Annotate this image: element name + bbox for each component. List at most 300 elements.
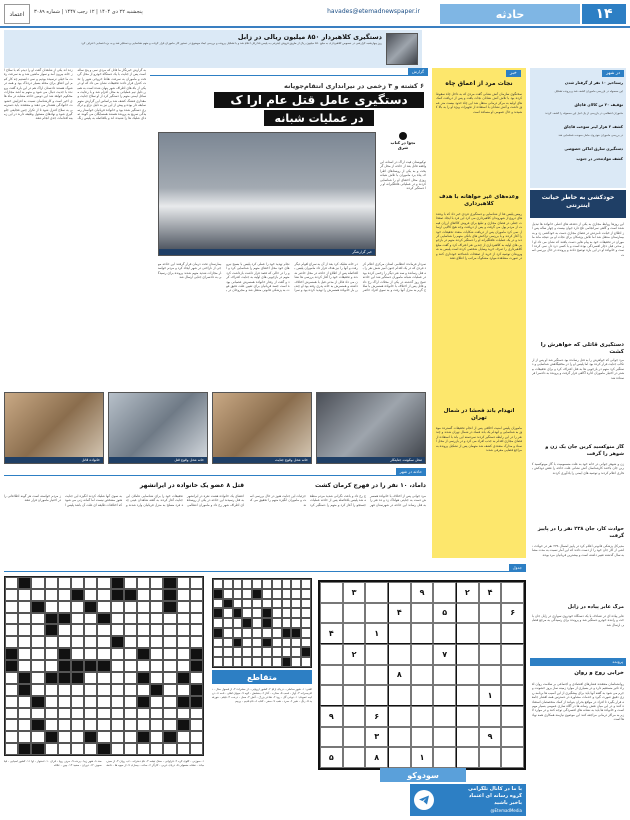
crossword-cell[interactable] (272, 657, 282, 667)
crossword-cell[interactable] (190, 624, 203, 636)
crossword-cell[interactable] (291, 628, 301, 638)
sudoku-cell[interactable] (388, 727, 411, 748)
crossword-cell[interactable] (223, 599, 233, 609)
crossword-cell[interactable] (45, 577, 58, 589)
crossword-cell[interactable] (5, 636, 18, 648)
crossword-cell[interactable] (58, 601, 71, 613)
crossword-cell[interactable] (111, 731, 124, 743)
sudoku-cell[interactable] (388, 685, 411, 706)
sudoku-cell[interactable] (388, 623, 411, 644)
crossword-cell[interactable] (242, 628, 252, 638)
crossword-cell[interactable] (97, 660, 110, 672)
crossword-cell[interactable] (190, 660, 203, 672)
crossword-cell[interactable] (31, 601, 44, 613)
sudoku-cell[interactable]: ۷ (433, 644, 456, 665)
crossword-cell[interactable] (177, 624, 190, 636)
crossword-cell[interactable] (84, 719, 97, 731)
crossword-cell[interactable] (97, 708, 110, 720)
crossword-cell[interactable] (5, 624, 18, 636)
crossword-cell[interactable] (5, 589, 18, 601)
crossword-cell[interactable] (58, 577, 71, 589)
crossword-cell[interactable] (291, 579, 301, 589)
crossword-cell[interactable] (58, 719, 71, 731)
crossword-cell[interactable] (190, 589, 203, 601)
crossword-cell[interactable] (282, 657, 292, 667)
crossword-cell[interactable] (71, 577, 84, 589)
crossword-cell[interactable] (97, 648, 110, 660)
crossword-cell[interactable] (163, 696, 176, 708)
crossword-cell[interactable] (18, 613, 31, 625)
crossword-cell[interactable] (97, 624, 110, 636)
crossword-cell[interactable] (163, 624, 176, 636)
sudoku-cell[interactable] (456, 727, 479, 748)
crossword-cell[interactable] (282, 589, 292, 599)
sudoku-cell[interactable] (411, 644, 434, 665)
sudoku-cell[interactable] (388, 747, 411, 768)
crossword-cell[interactable] (163, 601, 176, 613)
crossword-cell[interactable] (213, 608, 223, 618)
crossword-cell[interactable] (97, 731, 110, 743)
sudoku-cell[interactable]: ۹ (320, 706, 343, 727)
crossword-cell[interactable] (84, 660, 97, 672)
crossword-cell[interactable] (190, 743, 203, 755)
crossword-cell[interactable] (137, 660, 150, 672)
crossword-cell[interactable] (71, 589, 84, 601)
crossword-cell[interactable] (233, 589, 243, 599)
crossword-cell[interactable] (124, 648, 137, 660)
sudoku-cell[interactable] (501, 685, 524, 706)
crossword-cell[interactable] (233, 618, 243, 628)
crossword-cell[interactable] (242, 599, 252, 609)
sudoku-cell[interactable] (479, 706, 502, 727)
crossword-cell[interactable] (111, 719, 124, 731)
crossword-cell[interactable] (213, 657, 223, 667)
crossword-cell[interactable] (177, 731, 190, 743)
crossword-cell[interactable] (45, 613, 58, 625)
crossword-cell[interactable] (84, 672, 97, 684)
crossword-cell[interactable] (137, 613, 150, 625)
sudoku-cell[interactable] (411, 706, 434, 727)
crossword-cell[interactable] (223, 657, 233, 667)
crossword-cell[interactable] (282, 608, 292, 618)
crossword-cell[interactable] (124, 696, 137, 708)
crossword-cell[interactable] (5, 708, 18, 720)
crossword-cell[interactable] (124, 660, 137, 672)
crossword-cell[interactable] (5, 743, 18, 755)
crossword-cell[interactable] (177, 719, 190, 731)
crossword-cell[interactable] (71, 636, 84, 648)
crossword-cell[interactable] (84, 648, 97, 660)
crossword-cell[interactable] (150, 624, 163, 636)
sudoku-cell[interactable] (456, 603, 479, 624)
crossword-cell[interactable] (58, 589, 71, 601)
crossword-cell[interactable] (282, 638, 292, 648)
crossword-cell[interactable] (291, 599, 301, 609)
crossword-cell[interactable] (190, 719, 203, 731)
crossword-cell[interactable] (262, 608, 272, 618)
crossword-cell[interactable] (150, 731, 163, 743)
sudoku-grid[interactable] (318, 580, 526, 770)
sudoku-cell[interactable] (433, 706, 456, 727)
crossword-cell[interactable] (124, 672, 137, 684)
sudoku-cell[interactable]: ۲ (456, 582, 479, 603)
crossword-cell[interactable] (242, 608, 252, 618)
sudoku-cell[interactable]: ۸ (388, 665, 411, 686)
crossword-cell[interactable] (242, 647, 252, 657)
crossword-cell[interactable] (163, 577, 176, 589)
sudoku-cell[interactable]: ۶ (501, 603, 524, 624)
crossword-cell[interactable] (137, 672, 150, 684)
crossword-cell[interactable] (252, 599, 262, 609)
crossword-cell[interactable] (111, 636, 124, 648)
crossword-cell[interactable] (111, 589, 124, 601)
crossword-cell[interactable] (252, 638, 262, 648)
crossword-cell[interactable] (252, 579, 262, 589)
crossword-cell[interactable] (31, 613, 44, 625)
crossword-cell[interactable] (233, 579, 243, 589)
crossword-cell[interactable] (223, 608, 233, 618)
crossword-cell[interactable] (150, 577, 163, 589)
crossword-cell[interactable] (97, 672, 110, 684)
crossword-cell[interactable] (150, 708, 163, 720)
sudoku-cell[interactable] (365, 665, 388, 686)
crossword-cell[interactable] (262, 589, 272, 599)
crossword-cell[interactable] (5, 613, 18, 625)
crossword-cell[interactable] (97, 577, 110, 589)
crossword-cell[interactable] (31, 624, 44, 636)
sudoku-cell[interactable] (479, 644, 502, 665)
sudoku-cell[interactable] (411, 685, 434, 706)
crossword-cell[interactable] (233, 628, 243, 638)
crossword-cell[interactable] (31, 589, 44, 601)
crossword-cell[interactable] (223, 628, 233, 638)
crossword-cell[interactable] (190, 696, 203, 708)
crossword-cell[interactable] (163, 613, 176, 625)
crossword-cell[interactable] (301, 579, 311, 589)
crossword-cell[interactable] (31, 743, 44, 755)
sudoku-cell[interactable]: ۸ (365, 747, 388, 768)
sudoku-cell[interactable] (411, 727, 434, 748)
crossword-cell[interactable] (262, 579, 272, 589)
crossword-cell[interactable] (31, 684, 44, 696)
crossword-cell[interactable] (177, 660, 190, 672)
crossword-cell[interactable] (58, 684, 71, 696)
crossword-cell[interactable] (177, 672, 190, 684)
crossword-cell[interactable] (58, 731, 71, 743)
crossword-cell[interactable] (272, 608, 282, 618)
crossword-cell[interactable] (262, 657, 272, 667)
crossword-cell[interactable] (163, 636, 176, 648)
sudoku-cell[interactable] (433, 623, 456, 644)
sudoku-cell[interactable] (320, 644, 343, 665)
crossword-cell[interactable] (58, 743, 71, 755)
crossword-cell[interactable] (111, 708, 124, 720)
sudoku-cell[interactable] (456, 685, 479, 706)
crossword-cell[interactable] (97, 613, 110, 625)
crossword-cell[interactable] (163, 672, 176, 684)
crossword-cell[interactable] (150, 589, 163, 601)
crossword-cell[interactable] (124, 731, 137, 743)
crossword-cell[interactable] (213, 579, 223, 589)
crossword-cell[interactable] (71, 648, 84, 660)
crossword-cell[interactable] (301, 618, 311, 628)
sudoku-cell[interactable] (433, 582, 456, 603)
crossword-cell[interactable] (272, 618, 282, 628)
section-email[interactable]: havades@etemadnewspaper.ir (327, 8, 420, 15)
crossword-cell[interactable] (31, 648, 44, 660)
sudoku-cell[interactable] (433, 665, 456, 686)
crossword-cell[interactable] (124, 743, 137, 755)
sudoku-cell[interactable] (365, 685, 388, 706)
crossword-cell[interactable] (137, 589, 150, 601)
crossword-cell[interactable] (177, 708, 190, 720)
sudoku-cell[interactable] (501, 623, 524, 644)
crossword-cell[interactable] (163, 743, 176, 755)
crossword-cell[interactable] (58, 660, 71, 672)
crossword-cell[interactable] (213, 599, 223, 609)
crossword-cell[interactable] (18, 660, 31, 672)
crossword-cell[interactable] (137, 648, 150, 660)
crossword-cell[interactable] (190, 636, 203, 648)
crossword-cell[interactable] (111, 648, 124, 660)
crossword-cell[interactable] (137, 731, 150, 743)
crossword-cell[interactable] (137, 696, 150, 708)
crossword-cell[interactable] (84, 577, 97, 589)
crossword-cell[interactable] (111, 684, 124, 696)
crossword-cell[interactable] (150, 743, 163, 755)
crossword-cell[interactable] (223, 579, 233, 589)
sudoku-cell[interactable] (501, 665, 524, 686)
crossword-cell[interactable] (45, 731, 58, 743)
crossword-cell[interactable] (190, 731, 203, 743)
crossword-cell[interactable] (301, 608, 311, 618)
crossword-cell[interactable] (252, 628, 262, 638)
crossword-cell[interactable] (45, 660, 58, 672)
crossword-cell[interactable] (18, 648, 31, 660)
crossword-cell[interactable] (124, 577, 137, 589)
crossword-cell[interactable] (177, 648, 190, 660)
crossword-cell[interactable] (124, 589, 137, 601)
crossword-cell[interactable] (242, 657, 252, 667)
crossword-cell[interactable] (124, 601, 137, 613)
crossword-cell[interactable] (5, 672, 18, 684)
crossword-cell[interactable] (262, 628, 272, 638)
sudoku-cell[interactable] (411, 603, 434, 624)
crossword-cell[interactable] (18, 672, 31, 684)
sudoku-cell[interactable]: ۵ (433, 603, 456, 624)
crossword-cell[interactable] (233, 599, 243, 609)
crossword-cell[interactable] (97, 589, 110, 601)
crossword-cell[interactable] (150, 636, 163, 648)
crossword-cell[interactable] (84, 708, 97, 720)
crossword-cell[interactable] (124, 636, 137, 648)
crossword-cell[interactable] (5, 577, 18, 589)
crossword-cell[interactable] (84, 684, 97, 696)
crossword-cell[interactable] (213, 647, 223, 657)
crossword-cell[interactable] (58, 708, 71, 720)
sudoku-cell[interactable] (411, 623, 434, 644)
crossword-cell[interactable] (252, 647, 262, 657)
crossword-cell[interactable] (213, 618, 223, 628)
crossword-cell[interactable] (163, 719, 176, 731)
crossword-cell[interactable] (150, 601, 163, 613)
crossword-cell[interactable] (223, 589, 233, 599)
crossword-cell[interactable] (242, 579, 252, 589)
crossword-cell[interactable] (84, 636, 97, 648)
crossword-cell[interactable] (177, 589, 190, 601)
crossword-cell[interactable] (18, 589, 31, 601)
crossword-cell[interactable] (163, 684, 176, 696)
crossword-cell[interactable] (177, 743, 190, 755)
crossword-cell[interactable] (262, 647, 272, 657)
sudoku-cell[interactable] (320, 685, 343, 706)
crossword-cell[interactable] (163, 589, 176, 601)
crossword-cell[interactable] (282, 628, 292, 638)
crossword-cell[interactable] (272, 647, 282, 657)
crossword-cell[interactable] (18, 684, 31, 696)
crossword-cell[interactable] (163, 648, 176, 660)
crossword-cell[interactable] (190, 613, 203, 625)
crossword-cell[interactable] (111, 624, 124, 636)
crossword-cell[interactable] (45, 696, 58, 708)
sudoku-cell[interactable]: ۱ (411, 747, 434, 768)
sudoku-cell[interactable]: ۴ (388, 603, 411, 624)
crossword-cell[interactable] (272, 589, 282, 599)
crossword-cell[interactable] (163, 708, 176, 720)
crossword-cell[interactable] (5, 731, 18, 743)
crossword-cell[interactable] (262, 599, 272, 609)
crossword-cell[interactable] (97, 601, 110, 613)
sudoku-cell[interactable] (388, 644, 411, 665)
crossword-cell[interactable] (18, 601, 31, 613)
sudoku-cell[interactable] (501, 644, 524, 665)
mini-crossword-grid[interactable] (212, 578, 312, 668)
sudoku-cell[interactable] (343, 665, 366, 686)
crossword-cell[interactable] (58, 636, 71, 648)
crossword-cell[interactable] (233, 608, 243, 618)
crossword-cell[interactable] (31, 660, 44, 672)
crossword-cell[interactable] (45, 624, 58, 636)
crossword-cell[interactable] (111, 613, 124, 625)
crossword-cell[interactable] (45, 743, 58, 755)
crossword-cell[interactable] (18, 577, 31, 589)
sudoku-cell[interactable] (433, 727, 456, 748)
crossword-cell[interactable] (137, 684, 150, 696)
crossword-cell[interactable] (282, 579, 292, 589)
crossword-cell[interactable] (31, 672, 44, 684)
crossword-cell[interactable] (252, 608, 262, 618)
sudoku-cell[interactable] (456, 623, 479, 644)
crossword-cell[interactable] (97, 684, 110, 696)
sudoku-cell[interactable] (320, 603, 343, 624)
crossword-cell[interactable] (190, 577, 203, 589)
crossword-cell[interactable] (177, 636, 190, 648)
crossword-cell[interactable] (31, 696, 44, 708)
crossword-cell[interactable] (71, 624, 84, 636)
sudoku-cell[interactable]: ۹ (411, 582, 434, 603)
crossword-cell[interactable] (291, 647, 301, 657)
crossword-cell[interactable] (291, 618, 301, 628)
crossword-cell[interactable] (282, 618, 292, 628)
crossword-cell[interactable] (150, 672, 163, 684)
crossword-cell[interactable] (58, 624, 71, 636)
crossword-cell[interactable] (71, 743, 84, 755)
sudoku-cell[interactable]: ۲ (343, 644, 366, 665)
sudoku-cell[interactable] (343, 727, 366, 748)
crossword-cell[interactable] (45, 708, 58, 720)
crossword-cell[interactable] (163, 660, 176, 672)
crossword-cell[interactable] (282, 599, 292, 609)
sudoku-cell[interactable] (343, 706, 366, 727)
crossword-cell[interactable] (233, 657, 243, 667)
crossword-cell[interactable] (177, 577, 190, 589)
crossword-cell[interactable] (137, 708, 150, 720)
sudoku-cell[interactable]: ۳ (365, 727, 388, 748)
crossword-cell[interactable] (58, 613, 71, 625)
crossword-cell[interactable] (71, 684, 84, 696)
crossword-cell[interactable] (252, 618, 262, 628)
crossword-cell[interactable] (45, 589, 58, 601)
crossword-cell[interactable] (150, 684, 163, 696)
crossword-cell[interactable] (291, 589, 301, 599)
sudoku-cell[interactable] (343, 685, 366, 706)
crossword-cell[interactable] (272, 628, 282, 638)
sudoku-cell[interactable] (479, 623, 502, 644)
crossword-cell[interactable] (111, 743, 124, 755)
crossword-cell[interactable] (31, 731, 44, 743)
sudoku-cell[interactable]: ۹ (479, 727, 502, 748)
crossword-cell[interactable] (213, 628, 223, 638)
sudoku-cell[interactable] (320, 665, 343, 686)
crossword-cell[interactable] (272, 599, 282, 609)
crossword-cell[interactable] (18, 624, 31, 636)
crossword-cell[interactable] (150, 660, 163, 672)
crossword-cell[interactable] (45, 601, 58, 613)
crossword-cell[interactable] (84, 624, 97, 636)
crossword-cell[interactable] (301, 599, 311, 609)
sudoku-cell[interactable] (456, 747, 479, 768)
crossword-cell[interactable] (5, 660, 18, 672)
crossword-cell[interactable] (58, 672, 71, 684)
crossword-cell[interactable] (233, 647, 243, 657)
crossword-cell[interactable] (111, 696, 124, 708)
crossword-cell[interactable] (272, 638, 282, 648)
crossword-cell[interactable] (71, 601, 84, 613)
crossword-cell[interactable] (301, 589, 311, 599)
crossword-cell[interactable] (223, 647, 233, 657)
crossword-grid[interactable] (4, 576, 204, 756)
crossword-cell[interactable] (262, 618, 272, 628)
crossword-cell[interactable] (84, 613, 97, 625)
sudoku-cell[interactable] (479, 747, 502, 768)
crossword-cell[interactable] (45, 636, 58, 648)
sudoku-cell[interactable] (365, 644, 388, 665)
crossword-cell[interactable] (84, 743, 97, 755)
crossword-cell[interactable] (190, 648, 203, 660)
crossword-cell[interactable] (262, 638, 272, 648)
crossword-cell[interactable] (45, 684, 58, 696)
crossword-cell[interactable] (137, 577, 150, 589)
crossword-cell[interactable] (150, 648, 163, 660)
sudoku-cell[interactable] (479, 665, 502, 686)
sudoku-cell[interactable] (388, 706, 411, 727)
sudoku-cell[interactable] (433, 747, 456, 768)
crossword-cell[interactable] (137, 636, 150, 648)
crossword-cell[interactable] (97, 743, 110, 755)
crossword-cell[interactable] (5, 696, 18, 708)
crossword-cell[interactable] (137, 624, 150, 636)
sudoku-cell[interactable] (320, 582, 343, 603)
